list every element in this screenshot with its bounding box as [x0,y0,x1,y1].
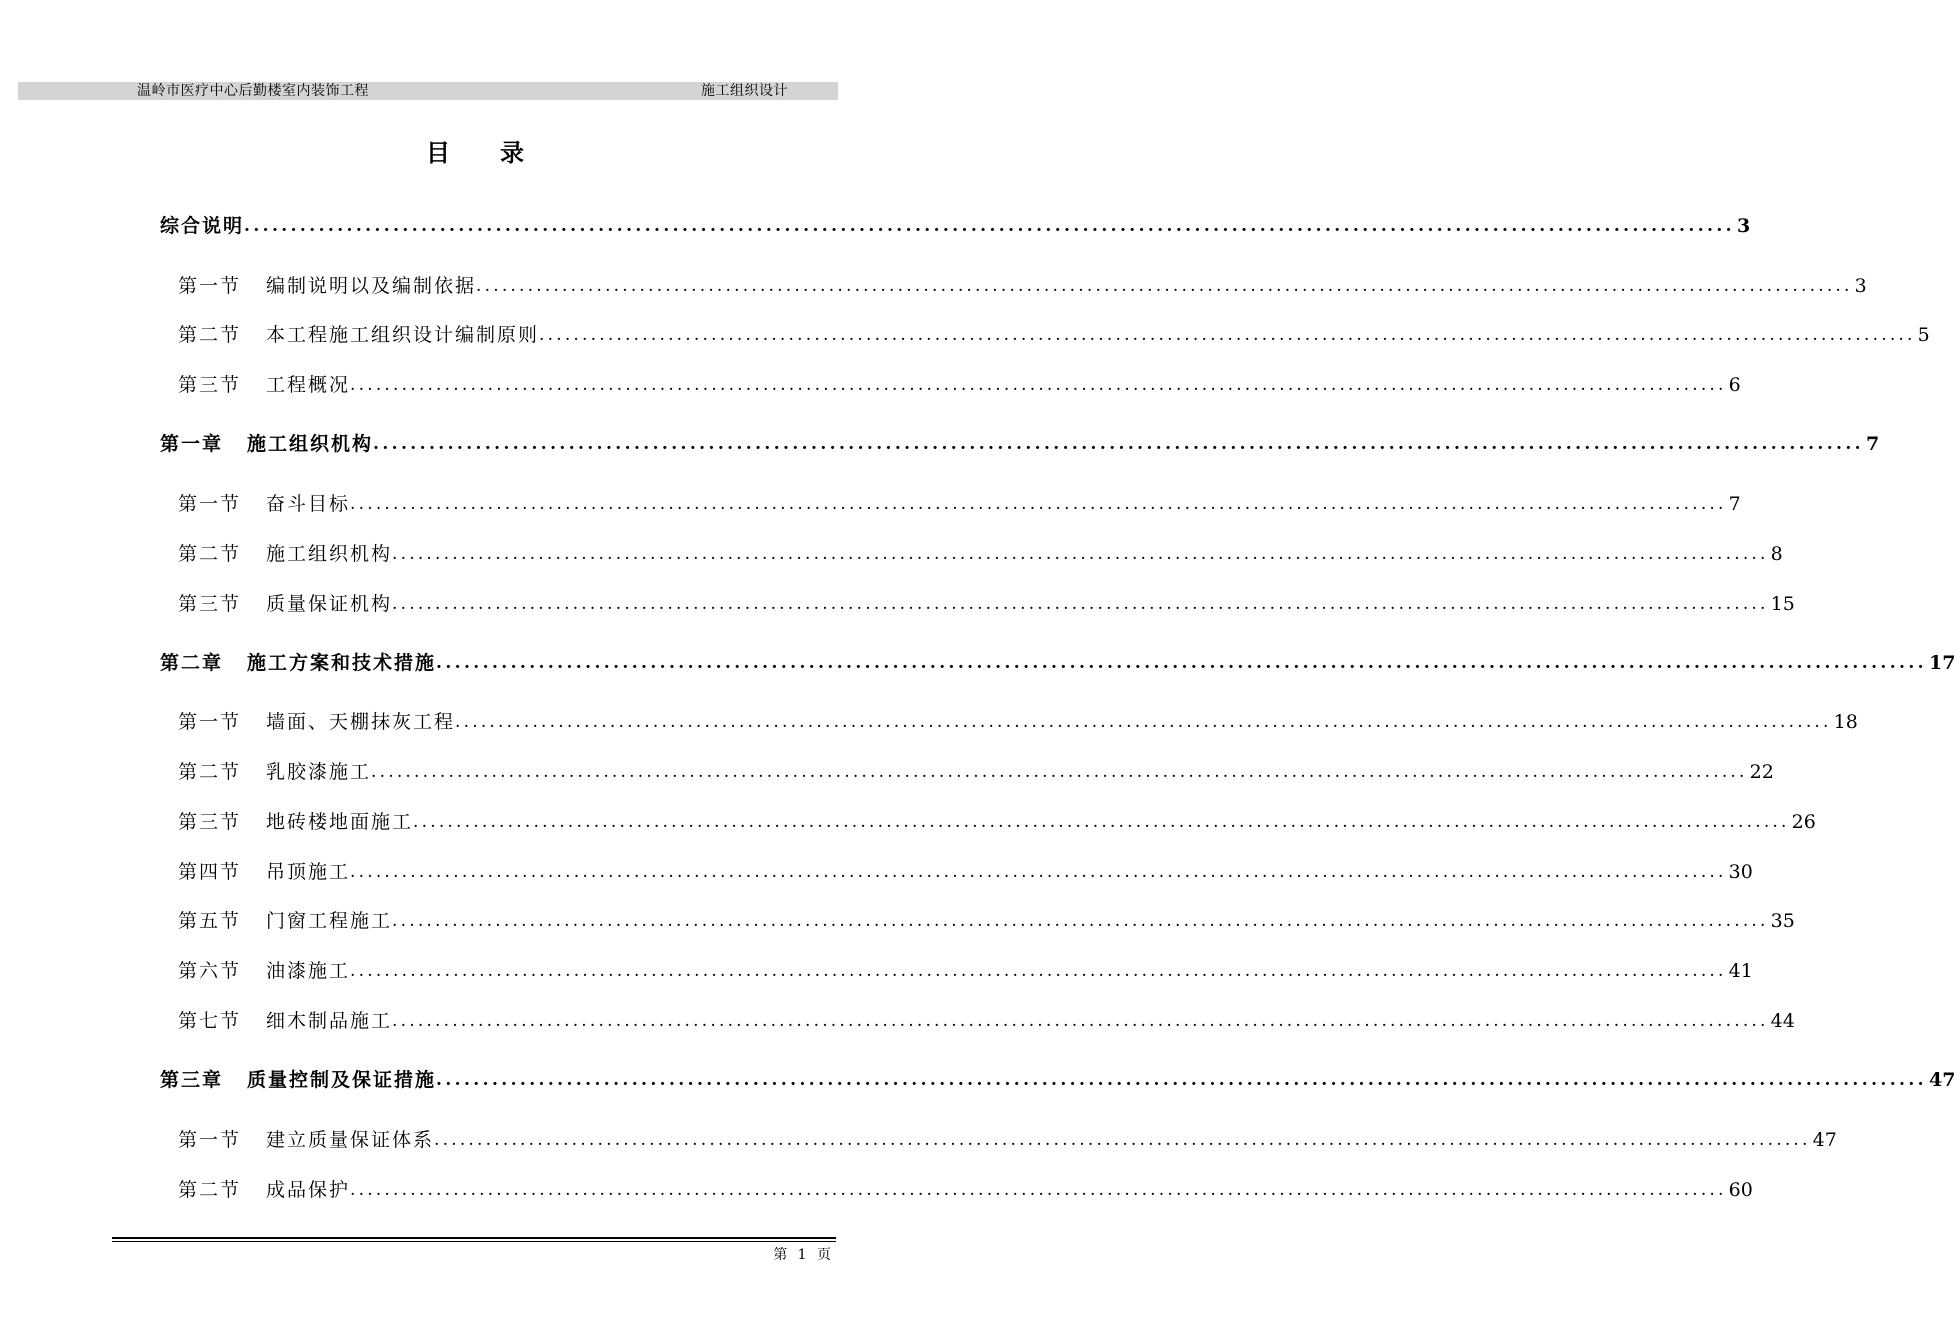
toc-section-row[interactable] [178,371,1741,399]
toc-dot-leader: ................................................................................................................................................................ [476,276,1853,296]
toc-entry-number: 第二节 [178,1179,242,1201]
footer-rule-thick [112,1237,836,1239]
toc-entry-number: 第四节 [178,861,242,883]
toc-entry-number: 第三节 [178,811,242,833]
toc-entry-label [178,1176,350,1204]
toc-page-number: 18 [1833,711,1858,733]
toc-section-row[interactable] [178,321,1930,349]
header-project-title: 温岭市医疗中心后勤楼室内装饰工程 [137,83,369,99]
toc-entry-label [178,957,350,985]
toc-dot-leader: ................................................................................................................................................................ [539,325,1916,345]
toc-entry-label [178,758,371,786]
toc-entry-title: 地砖楼地面施工 [266,811,414,833]
toc-page-number: 47 [1928,1069,1955,1091]
toc-dot-leader: ................................................................................................................................................................ [350,1180,1727,1200]
toc-page-number: 7 [1865,433,1880,455]
toc-entry-label [178,371,350,399]
toc-entry-label [160,430,373,458]
toc-entry-number: 第二章 [160,652,224,674]
toc-entry-title: 施工组织机构 [266,543,393,565]
toc-entry-title: 质量保证机构 [266,593,393,615]
toc-dot-leader: ................................................................................................................................................................ [371,762,1748,782]
toc-entry-title: 细木制品施工 [266,1010,393,1032]
toc-entry-label [178,321,539,349]
toc-section-row[interactable] [178,957,1753,985]
toc-entry-label [178,907,392,935]
header-document-type: 施工组织设计 [701,83,788,99]
toc-page-number: 35 [1770,910,1795,932]
toc-entry-label [178,708,455,736]
toc-section-row[interactable] [178,272,1867,300]
toc-entry-number: 第二节 [178,324,242,346]
toc-section-row[interactable] [178,540,1783,568]
toc-section-row[interactable] [178,1126,1837,1154]
toc-dot-leader: ................................................................................................................................................................ [434,1130,1811,1150]
toc-entry-title: 施工方案和技术措施 [247,652,437,674]
toc-section-row[interactable] [178,858,1753,886]
toc-dot-leader: ................................................................................................................................................................ [350,375,1727,395]
toc-entry-title: 成品保护 [266,1179,351,1201]
toc-page-number: 30 [1728,861,1753,883]
toc-entry-number: 第一节 [178,1129,242,1151]
toc-entry-label [178,490,350,518]
toc-section-row[interactable] [178,758,1774,786]
toc-entry-number: 第七节 [178,1010,242,1032]
toc-entry-label [160,212,244,240]
toc-entry-number: 第三章 [160,1069,224,1091]
toc-dot-leader: ................................................................................................................................................................ [350,961,1727,981]
toc-section-row[interactable] [178,590,1795,618]
toc-page-number: 44 [1770,1010,1795,1032]
toc-entry-title: 建立质量保证体系 [266,1129,435,1151]
toc-entry-title: 本工程施工组织设计编制原则 [266,324,540,346]
toc-entry-number: 第一节 [178,711,242,733]
page-title: 目录 [426,138,574,167]
toc-page-number: 15 [1770,593,1795,615]
toc-section-row[interactable] [178,1007,1795,1035]
toc-entry-label [178,808,413,836]
toc-entry-number: 第六节 [178,960,242,982]
toc-page-number: 3 [1736,215,1751,237]
toc-dot-leader: ................................................................................................................................................................ [392,544,1769,564]
toc-page-number: 47 [1812,1129,1837,1151]
footer-rule-thin [112,1241,836,1242]
toc-page-number: 41 [1728,960,1753,982]
footer-page-number: 第 1 页 [773,1247,834,1263]
toc-entry-label [178,272,476,300]
toc-entry-number: 第一章 [160,433,224,455]
toc-entry-label [178,1007,392,1035]
toc-page-number: 22 [1749,761,1774,783]
toc-page-number: 6 [1728,374,1741,396]
toc-dot-leader: ................................................................................................................................................................ [373,434,1864,454]
toc-page-number: 3 [1854,275,1867,297]
toc-entry-number: 第一节 [178,493,242,515]
toc-dot-leader: ................................................................................................................................................................ [436,1070,1927,1090]
toc-section-row[interactable] [178,1176,1753,1204]
toc-entry-number: 第二节 [178,761,242,783]
toc-chapter-row[interactable] [160,212,1751,240]
toc-entry-title: 奋斗目标 [266,493,351,515]
toc-chapter-row[interactable] [160,649,1955,677]
toc-dot-leader: ................................................................................................................................................................ [350,494,1727,514]
toc-chapter-row[interactable] [160,430,1880,458]
toc-entry-title: 乳胶漆施工 [266,761,372,783]
toc-page-number: 26 [1791,811,1816,833]
toc-dot-leader: ................................................................................................................................................................ [350,862,1727,882]
toc-dot-leader: ................................................................................................................................................................ [455,712,1832,732]
toc-entry-title: 吊顶施工 [266,861,351,883]
toc-entry-number: 第三节 [178,593,242,615]
toc-section-row[interactable] [178,907,1795,935]
toc-entry-label [160,1066,436,1094]
toc-entry-title: 综合说明 [160,215,245,237]
toc-page-number: 8 [1770,543,1783,565]
toc-entry-label [178,1126,434,1154]
toc-entry-title: 施工组织机构 [247,433,374,455]
toc-page-number: 5 [1917,324,1930,346]
toc-entry-number: 第二节 [178,543,242,565]
toc-entry-label [160,649,436,677]
toc-entry-title: 编制说明以及编制依据 [266,275,477,297]
toc-dot-leader: ................................................................................................................................................................ [392,1011,1769,1031]
toc-entry-title: 质量控制及保证措施 [247,1069,437,1091]
toc-dot-leader: ................................................................................................................................................................ [436,653,1927,673]
toc-page-number: 7 [1728,493,1741,515]
toc-entry-number: 第一节 [178,275,242,297]
toc-entry-title: 墙面、天棚抹灰工程 [266,711,456,733]
toc-page-number: 17 [1928,652,1955,674]
toc-section-row[interactable] [178,808,1816,836]
toc-section-row[interactable] [178,708,1858,736]
toc-entry-number: 第五节 [178,910,242,932]
toc-entry-label [178,858,350,886]
toc-chapter-row[interactable] [160,1066,1955,1094]
toc-entry-title: 工程概况 [266,374,351,396]
toc-dot-leader: ................................................................................................................................................................ [392,911,1769,931]
toc-entry-title: 门窗工程施工 [266,910,393,932]
toc-section-row[interactable] [178,490,1741,518]
toc-dot-leader: ................................................................................................................................................................ [244,216,1735,236]
toc-entry-label [178,590,392,618]
toc-dot-leader: ................................................................................................................................................................ [392,594,1769,614]
toc-entry-title: 油漆施工 [266,960,351,982]
toc-entry-label [178,540,392,568]
toc-entry-number: 第三节 [178,374,242,396]
toc-dot-leader: ................................................................................................................................................................ [413,812,1790,832]
toc-page-number: 60 [1728,1179,1753,1201]
